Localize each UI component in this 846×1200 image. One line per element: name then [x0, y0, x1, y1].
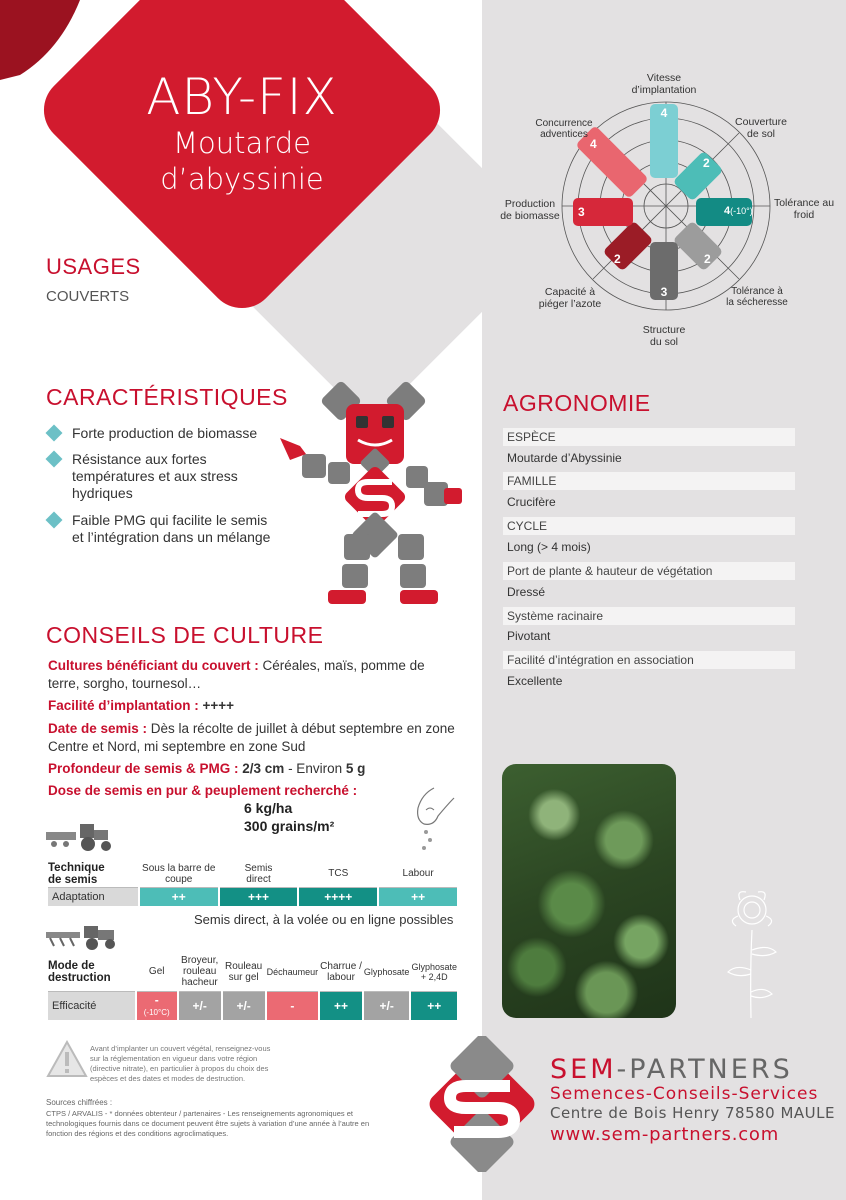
radar-score-azote: 2	[614, 252, 621, 266]
product-name: ABY-FIX	[146, 68, 338, 126]
destruction-row-label: Efficacité	[48, 992, 135, 1020]
warning-text: Avant d’implanter un couvert végétal, renseignez-vous sur la réglementation en vigueur dans votre région (directive nitrate), en particulier à propos du choix des espèces et des dates et modes de destruction.	[90, 1044, 271, 1083]
radar-score-biomasse: 3	[578, 205, 585, 219]
radar-label-structure: Structure du sol	[642, 324, 686, 348]
destruction-value-broyeur: +/-	[179, 992, 221, 1020]
destruction-value-glyphosate: +/-	[364, 992, 410, 1020]
company-tagline: Semences-Conseils-Services	[550, 1084, 819, 1104]
seeder-tractor-icon	[46, 818, 112, 852]
semis-value-barre: ++	[140, 888, 218, 906]
agro-value-integration: Excellente	[507, 674, 563, 688]
company-website-link[interactable]: www.sem-partners.com	[550, 1124, 780, 1145]
radar-label-tolerance-secheresse: Tolérance à la sécheresse	[726, 286, 788, 308]
dose-value-kg: 6 kg/ha	[244, 800, 293, 816]
agronomie-heading: AGRONOMIE	[503, 390, 651, 416]
conseil-dose: Dose de semis en pur & peuplement recherché :	[48, 783, 358, 798]
agro-label-espece: ESPÈCE	[503, 428, 795, 446]
agro-label-port: Port de plante & hauteur de végétation	[503, 562, 795, 580]
destruction-table	[46, 952, 459, 1020]
radar-label-biomasse: Production de biomasse	[500, 198, 560, 222]
agro-value-espece: Moutarde d’Abyssinie	[507, 451, 622, 465]
semis-col-barre: Sous la barre de coupe	[140, 860, 218, 888]
company-address: Centre de Bois Henry 78580 MAULE	[550, 1104, 835, 1122]
radar-score-concurrence: 4	[590, 137, 597, 151]
radar-label-tolerance-froid: Tolérance au froid	[773, 197, 835, 221]
agro-value-port: Dressé	[507, 585, 546, 599]
agro-label-famille: FAMILLE	[503, 472, 795, 490]
destruction-col-glyphosate-24d: Glyphosate + 2,4D	[411, 952, 457, 992]
radar-score-tolerance-froid: 4(-10°)	[724, 205, 753, 217]
sources-text: CTPS / ARVALIS - * données obtenteur / partenaires - Les renseignements agronomiques et technologiques fournis dans ce document peuvent être sujets à variation d’une année à l’autre en fonction des régions et des conditions agroclimatiques.	[46, 1109, 370, 1138]
usages-value: COUVERTS	[46, 288, 130, 305]
destruction-value-rouleau: +/-	[223, 992, 265, 1020]
radar-label-concurrence: Concurrence adventices	[535, 118, 593, 140]
radar-label-couverture: Couverture de sol	[735, 116, 787, 140]
radar-score-couverture: 2	[703, 156, 710, 170]
agro-value-racinaire: Pivotant	[507, 629, 551, 643]
conseil-cultures: Cultures bénéficiant du couvert : Céréales, maïs, pomme de terre, sorgho, tournesol…	[48, 658, 425, 691]
conseil-facilite: Facilité d’implantation : ++++	[48, 698, 235, 713]
usages-heading: USAGES	[46, 254, 141, 279]
warning-triangle-icon	[46, 1040, 88, 1078]
destruction-col-broyeur: Broyeur, rouleau hacheur	[179, 952, 221, 992]
destruction-col-gel: Gel	[137, 952, 177, 992]
conseil-profondeur: Profondeur de semis & PMG : 2/3 cm - Environ 5 g	[48, 761, 366, 776]
semis-note: Semis direct, à la volée ou en ligne possibles	[194, 912, 454, 927]
caracteristiques-heading: CARACTÉRISTIQUES	[46, 384, 288, 410]
destruction-col-charrue: Charrue / labour	[320, 952, 362, 992]
agro-label-racinaire: Système racinaire	[503, 607, 795, 625]
destruction-col-dechaumeur: Déchaumeur	[267, 952, 319, 992]
product-subtitle-1: Moutarde	[173, 126, 311, 160]
agro-value-famille: Crucifère	[507, 495, 556, 509]
sem-partners-logo	[414, 1036, 550, 1172]
sources-heading: Sources chiffrées :	[46, 1098, 113, 1107]
robot-mascot-icon	[280, 378, 470, 608]
semis-value-direct: +++	[220, 888, 298, 906]
company-name: SEM-PARTNERS	[550, 1054, 793, 1085]
semis-row-label: Adaptation	[48, 888, 138, 906]
plough-tractor-icon	[46, 922, 120, 950]
conseil-date: Date de semis : Dès la récolte de juillet à début septembre en zone Centre et Nord, mi septembre en zone Sud	[48, 721, 455, 754]
destruction-col-glyphosate: Glyphosate	[364, 952, 410, 992]
destruction-value-dechaumeur: -	[267, 992, 319, 1020]
destruction-value-glyphosate-24d: ++	[411, 992, 457, 1020]
dose-value-grains: 300 grains/m²	[244, 818, 335, 834]
semis-col-labour: Labour	[379, 860, 457, 888]
destruction-header-label: Mode de destruction	[48, 952, 135, 992]
radar-score-structure: 3	[660, 285, 668, 299]
caracteristique-item: Faible PMG qui facilite le semis et l’intégration dans un mélange	[48, 512, 270, 546]
destruction-value-gel: - (-10°C)	[137, 992, 177, 1020]
semis-col-tcs: TCS	[299, 860, 377, 888]
agro-label-integration: Facilité d’intégration en association	[503, 651, 795, 669]
flower-drawing-icon	[716, 880, 786, 1020]
semis-header-label: Technique de semis	[48, 860, 138, 888]
agro-value-cycle: Long (> 4 mois)	[507, 540, 591, 554]
semis-value-labour: ++	[379, 888, 457, 906]
semis-table	[46, 860, 459, 906]
conseils-heading: CONSEILS DE CULTURE	[46, 622, 324, 648]
semis-value-tcs: ++++	[299, 888, 377, 906]
radar-label-azote: Capacité à piéger l’azote	[538, 286, 602, 310]
caracteristique-item: Forte production de biomasse	[48, 425, 257, 442]
semis-col-direct: Semis direct	[220, 860, 298, 888]
hand-seeds-icon	[404, 786, 458, 856]
destruction-col-rouleau: Rouleau sur gel	[223, 952, 265, 992]
product-subtitle-2: d’abyssinie	[160, 162, 324, 196]
agro-label-cycle: CYCLE	[503, 517, 795, 535]
caracteristique-item: Résistance aux fortes températures et aux stress hydriques	[48, 451, 238, 502]
radar-score-vitesse: 4	[660, 106, 668, 120]
radar-label-vitesse: Vitesse d’implantation	[631, 72, 697, 96]
radar-score-tolerance-secheresse: 2	[704, 252, 711, 266]
destruction-value-charrue: ++	[320, 992, 362, 1020]
field-photo	[502, 764, 676, 1018]
